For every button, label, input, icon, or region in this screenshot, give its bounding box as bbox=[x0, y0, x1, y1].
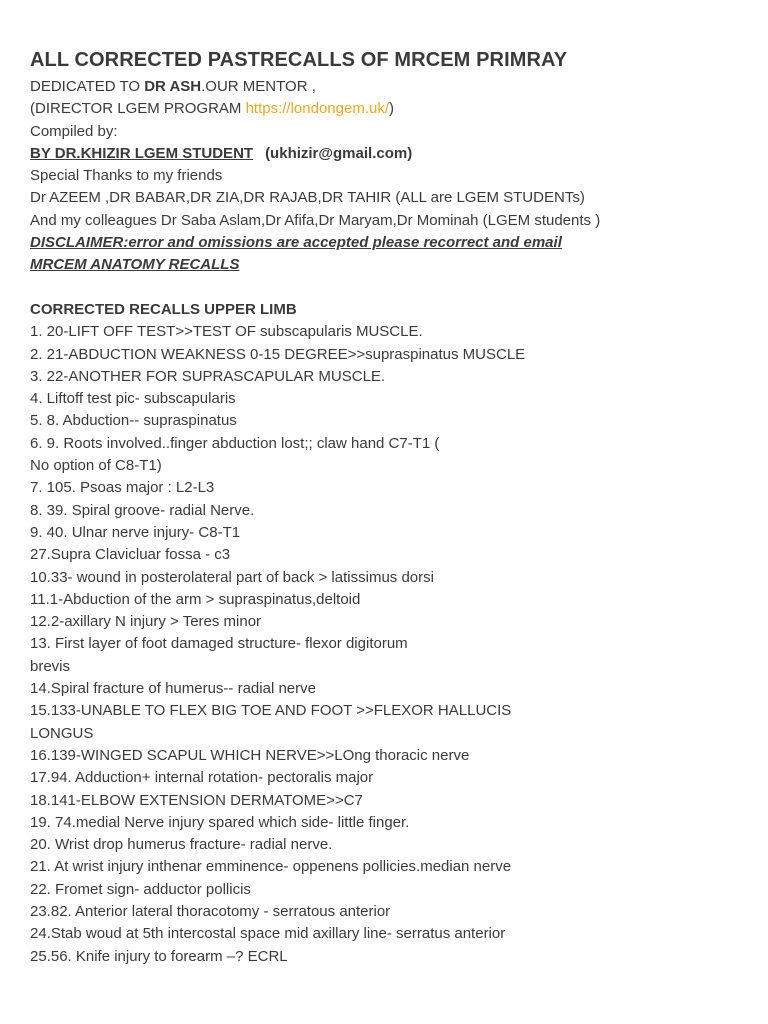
recall-item: 14.Spiral fracture of humerus-- radial nerve bbox=[30, 680, 316, 698]
dedication-line bbox=[30, 76, 750, 98]
colleagues-line: And my colleagues Dr Saba Aslam,Dr Afifa,Dr Maryam,Dr Mominah (LGEM students ) bbox=[30, 211, 601, 229]
recall-list bbox=[30, 321, 750, 968]
director-line bbox=[30, 98, 750, 120]
recall-item: 4. Liftoff test pic- subscapularis bbox=[30, 390, 236, 408]
dedication-suffix: .OUR MENTOR , bbox=[201, 78, 316, 95]
recall-item: 6. 9. Roots involved..finger abduction lost;; claw hand C7-T1 ( bbox=[30, 434, 440, 452]
recall-item: 22. Fromet sign- adductor pollicis bbox=[30, 880, 251, 898]
program-link[interactable]: https://londongem.uk/ bbox=[245, 100, 390, 118]
recall-item: 3. 22-ANOTHER FOR SUPRASCAPULAR MUSCLE. bbox=[30, 367, 386, 385]
recall-item: 2. 21-ABDUCTION WEAKNESS 0-15 DEGREE>>supraspinatus MUSCLE bbox=[30, 345, 526, 363]
recall-item: 15.133-UNABLE TO FLEX BIG TOE AND FOOT >>FLEXOR HALLUCIS bbox=[30, 702, 512, 720]
author-line bbox=[30, 143, 750, 165]
recall-item: 5. 8. Abduction-- supraspinatus bbox=[30, 412, 237, 430]
recall-item: 12.2-axillary N injury > Teres minor bbox=[30, 613, 262, 631]
recall-item: 25.56. Knife injury to forearm –? ECRL bbox=[30, 947, 288, 965]
recall-item: 18.141-ELBOW EXTENSION DERMATOME>>C7 bbox=[30, 791, 363, 809]
recall-item: 24.Stab woud at 5th intercostal space mid axillary line- serratus anterior bbox=[30, 925, 506, 943]
recall-item: 21. At wrist injury inthenar emminence- oppenens pollicies.median nerve bbox=[30, 858, 512, 876]
recall-item: brevis bbox=[30, 657, 71, 675]
director-prefix: (DIRECTOR LGEM PROGRAM bbox=[30, 100, 246, 118]
recall-item: 8. 39. Spiral groove- radial Nerve. bbox=[30, 501, 255, 519]
disclaimer-line: DISCLAIMER:error and omissions are accepted please recorrect and email bbox=[30, 234, 562, 252]
recall-item: 16.139-WINGED SCAPUL WHICH NERVE>>LOng thoracic nerve bbox=[30, 746, 470, 764]
dedication-prefix: DEDICATED TO bbox=[30, 78, 145, 95]
mentor-name: DR ASH bbox=[144, 78, 202, 95]
recall-item: 20. Wrist drop humerus fracture- radial nerve. bbox=[30, 836, 333, 854]
recall-item: 10.33- wound in posterolateral part of back > latissimus dorsi bbox=[30, 568, 434, 586]
recall-item: 7. 105. Psoas major : L2-L3 bbox=[30, 479, 215, 497]
document-title: ALL CORRECTED PASTRECALLS OF MRCEM PRIMRAY bbox=[30, 49, 568, 71]
author-name: BY DR.KHIZIR LGEM STUDENT bbox=[30, 144, 254, 162]
section-heading: CORRECTED RECALLS UPPER LIMB bbox=[30, 300, 297, 318]
director-suffix: ) bbox=[389, 100, 395, 118]
recall-item: 17.94. Adduction+ internal rotation- pectoralis major bbox=[30, 769, 374, 787]
friends-line: Dr AZEEM ,DR BABAR,DR ZIA,DR RAJAB,DR TAHIR (ALL are LGEM STUDENTs) bbox=[30, 189, 585, 207]
blank-line bbox=[30, 277, 750, 299]
recall-item: 23.82. Anterior lateral thoracotomy - serratous anterior bbox=[30, 902, 391, 920]
recall-item: 11.1-Abduction of the arm > supraspinatus,deltoid bbox=[30, 590, 361, 608]
recall-item: LONGUS bbox=[30, 724, 94, 742]
recall-item: 13. First layer of foot damaged structure- flexor digitorum bbox=[30, 635, 408, 653]
recall-item: No option of C8-T1) bbox=[30, 457, 162, 475]
thanks-line: Special Thanks to my friends bbox=[30, 167, 223, 185]
recall-item: 19. 74.medial Nerve injury spared which side- little finger. bbox=[30, 813, 410, 831]
recall-item: 1. 20-LIFT OFF TEST>>TEST OF subscapularis MUSCLE. bbox=[30, 323, 423, 341]
compiled-by-label: Compiled by: bbox=[30, 122, 118, 140]
recall-item: 9. 40. Ulnar nerve injury- C8-T1 bbox=[30, 523, 241, 541]
document-page bbox=[30, 46, 750, 968]
author-email: (ukhizir@gmail.com) bbox=[265, 144, 413, 162]
subtitle-line: MRCEM ANATOMY RECALLS bbox=[30, 256, 240, 274]
recall-item: 27.Supra Clavicluar fossa - c3 bbox=[30, 546, 231, 564]
